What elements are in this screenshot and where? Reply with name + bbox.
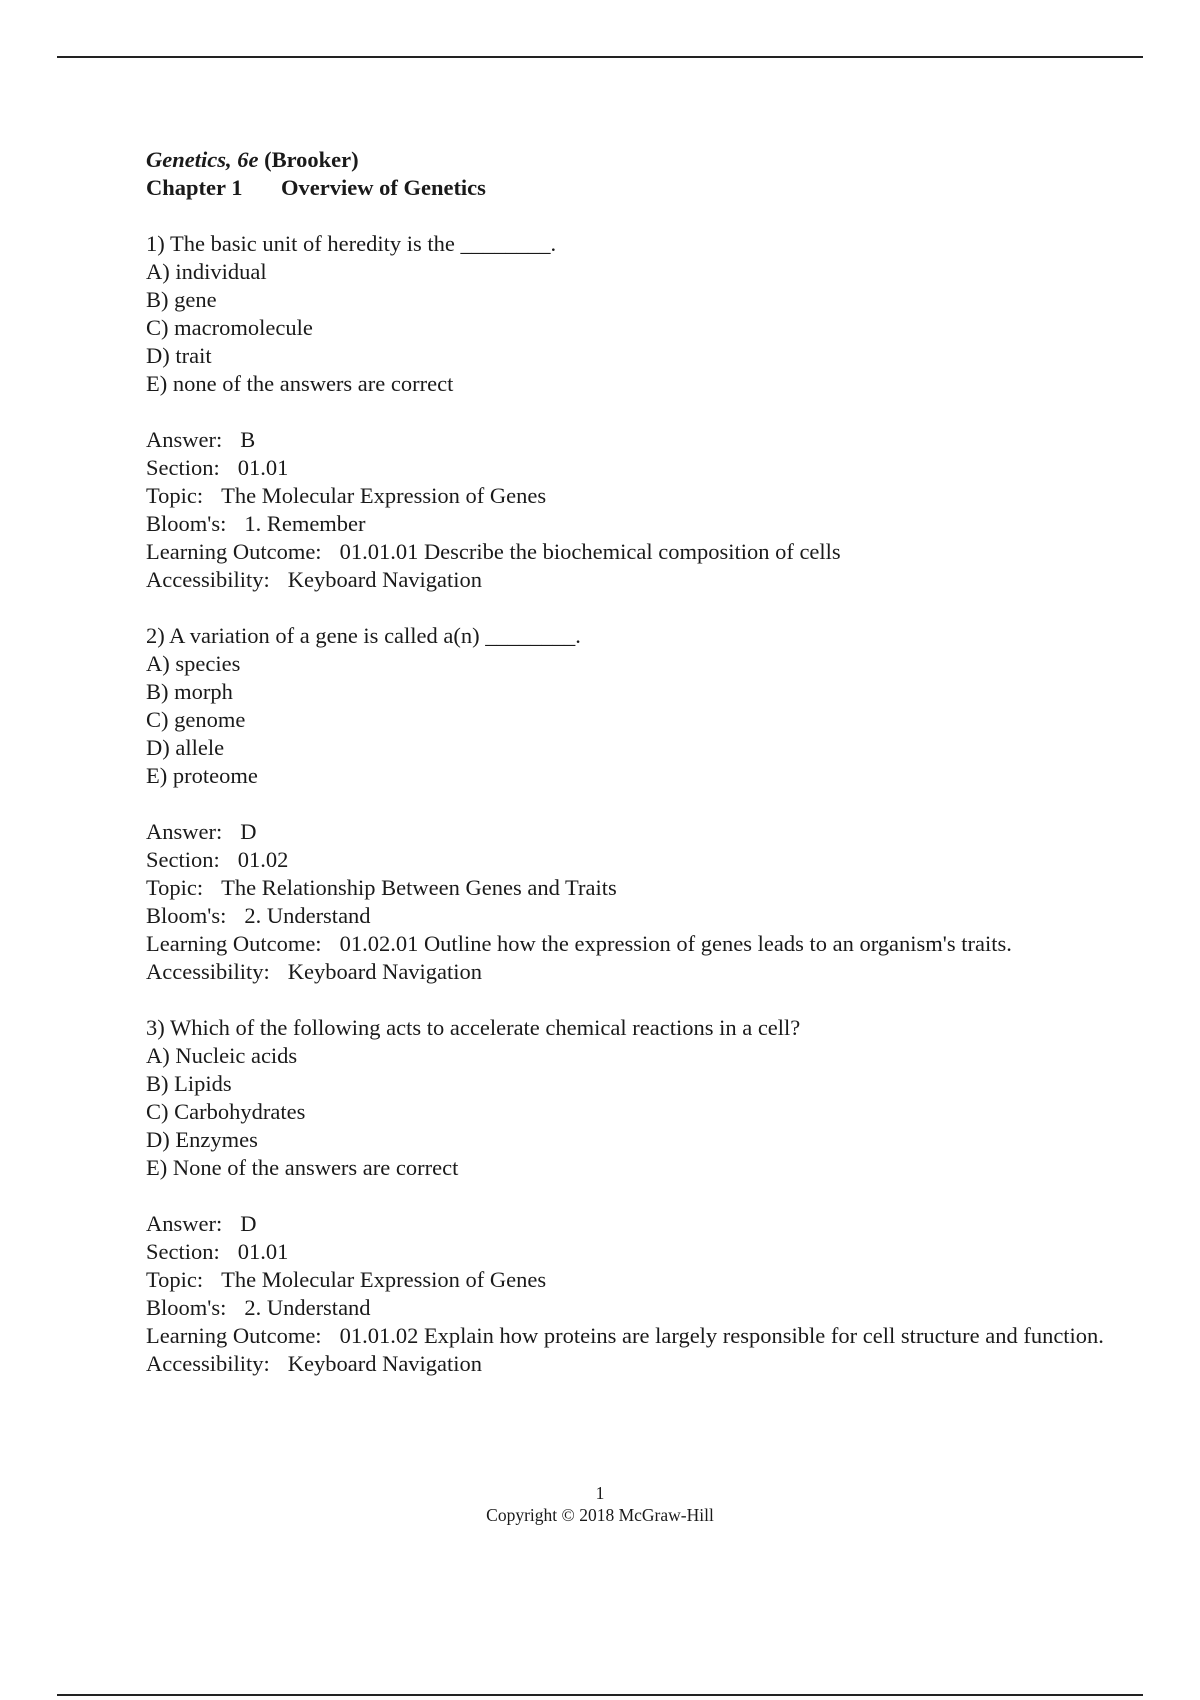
topic-value: The Molecular Expression of Genes bbox=[221, 483, 547, 508]
chapter-header bbox=[146, 174, 1106, 202]
accessibility-value: Keyboard Navigation bbox=[287, 567, 483, 592]
question-stem: 1) The basic unit of heredity is the ________. bbox=[146, 231, 557, 256]
question-2 bbox=[146, 622, 1106, 986]
blooms-value: 2. Understand bbox=[244, 903, 371, 928]
chapter-label: Chapter 1 bbox=[146, 175, 243, 200]
section-row bbox=[146, 454, 1106, 482]
question-metadata bbox=[146, 1210, 1106, 1378]
outcome-value: 01.02.01 Outline how the expression of genes leads to an organism's traits. bbox=[339, 931, 1012, 956]
option-a: A) species bbox=[146, 651, 241, 676]
option-b: B) morph bbox=[146, 679, 233, 704]
topic-row bbox=[146, 482, 1106, 510]
chapter-title: Overview of Genetics bbox=[281, 175, 486, 200]
topic-key: Topic: bbox=[146, 875, 204, 900]
option-b: B) gene bbox=[146, 287, 217, 312]
section-value: 01.02 bbox=[237, 847, 289, 872]
blooms-row bbox=[146, 1294, 1106, 1322]
outcome-row bbox=[146, 930, 1106, 958]
answer-row bbox=[146, 818, 1106, 846]
section-row bbox=[146, 1238, 1106, 1266]
page-footer bbox=[0, 1482, 1200, 1526]
bottom-rule bbox=[57, 1694, 1143, 1696]
document-body bbox=[146, 146, 1106, 1378]
answer-value: B bbox=[240, 427, 256, 452]
section-row bbox=[146, 846, 1106, 874]
option-e: E) none of the answers are correct bbox=[146, 371, 454, 396]
section-key: Section: bbox=[146, 847, 220, 872]
option-a: A) individual bbox=[146, 259, 267, 284]
question-metadata bbox=[146, 426, 1106, 594]
accessibility-row bbox=[146, 958, 1106, 986]
answer-row bbox=[146, 426, 1106, 454]
outcome-row bbox=[146, 538, 1106, 566]
answer-value: D bbox=[240, 1211, 257, 1236]
answer-key: Answer: bbox=[146, 1211, 223, 1236]
copyright-notice: Copyright © 2018 McGraw-Hill bbox=[486, 1505, 714, 1525]
section-value: 01.01 bbox=[237, 455, 289, 480]
option-c: C) macromolecule bbox=[146, 315, 313, 340]
accessibility-key: Accessibility: bbox=[146, 1351, 270, 1376]
topic-row bbox=[146, 1266, 1106, 1294]
option-c: C) genome bbox=[146, 707, 246, 732]
top-rule bbox=[57, 56, 1143, 58]
accessibility-row bbox=[146, 566, 1106, 594]
topic-value: The Molecular Expression of Genes bbox=[221, 1267, 547, 1292]
blooms-value: 1. Remember bbox=[244, 511, 366, 536]
blooms-key: Bloom's: bbox=[146, 511, 227, 536]
book-header bbox=[146, 146, 1106, 174]
accessibility-key: Accessibility: bbox=[146, 567, 270, 592]
option-c: C) Carbohydrates bbox=[146, 1099, 306, 1124]
question-3 bbox=[146, 1014, 1106, 1378]
answer-row bbox=[146, 1210, 1106, 1238]
topic-row bbox=[146, 874, 1106, 902]
outcome-key: Learning Outcome: bbox=[146, 931, 322, 956]
question-stem: 3) Which of the following acts to accelerate chemical reactions in a cell? bbox=[146, 1015, 801, 1040]
topic-key: Topic: bbox=[146, 483, 204, 508]
accessibility-value: Keyboard Navigation bbox=[287, 959, 483, 984]
book-title: Genetics, 6e bbox=[146, 147, 259, 172]
question-stem: 2) A variation of a gene is called a(n) ________. bbox=[146, 623, 581, 648]
accessibility-key: Accessibility: bbox=[146, 959, 270, 984]
answer-key: Answer: bbox=[146, 427, 223, 452]
page-number: 1 bbox=[595, 1483, 605, 1503]
outcome-row bbox=[146, 1322, 1106, 1350]
blooms-key: Bloom's: bbox=[146, 1295, 227, 1320]
option-d: D) Enzymes bbox=[146, 1127, 258, 1152]
outcome-value: 01.01.02 Explain how proteins are largely responsible for cell structure and function. bbox=[339, 1323, 1104, 1348]
answer-key: Answer: bbox=[146, 819, 223, 844]
topic-value: The Relationship Between Genes and Traits bbox=[221, 875, 617, 900]
topic-key: Topic: bbox=[146, 1267, 204, 1292]
accessibility-row bbox=[146, 1350, 1106, 1378]
question-1 bbox=[146, 230, 1106, 594]
option-d: D) allele bbox=[146, 735, 225, 760]
outcome-key: Learning Outcome: bbox=[146, 1323, 322, 1348]
option-a: A) Nucleic acids bbox=[146, 1043, 298, 1068]
blooms-row bbox=[146, 902, 1106, 930]
blooms-value: 2. Understand bbox=[244, 1295, 371, 1320]
option-e: E) proteome bbox=[146, 763, 258, 788]
section-key: Section: bbox=[146, 1239, 220, 1264]
section-key: Section: bbox=[146, 455, 220, 480]
accessibility-value: Keyboard Navigation bbox=[287, 1351, 483, 1376]
question-metadata bbox=[146, 818, 1106, 986]
section-value: 01.01 bbox=[237, 1239, 289, 1264]
option-d: D) trait bbox=[146, 343, 212, 368]
blooms-key: Bloom's: bbox=[146, 903, 227, 928]
outcome-key: Learning Outcome: bbox=[146, 539, 322, 564]
answer-value: D bbox=[240, 819, 257, 844]
outcome-value: 01.01.01 Describe the biochemical composition of cells bbox=[339, 539, 841, 564]
option-b: B) Lipids bbox=[146, 1071, 232, 1096]
blooms-row bbox=[146, 510, 1106, 538]
option-e: E) None of the answers are correct bbox=[146, 1155, 459, 1180]
book-author: (Brooker) bbox=[264, 147, 359, 172]
